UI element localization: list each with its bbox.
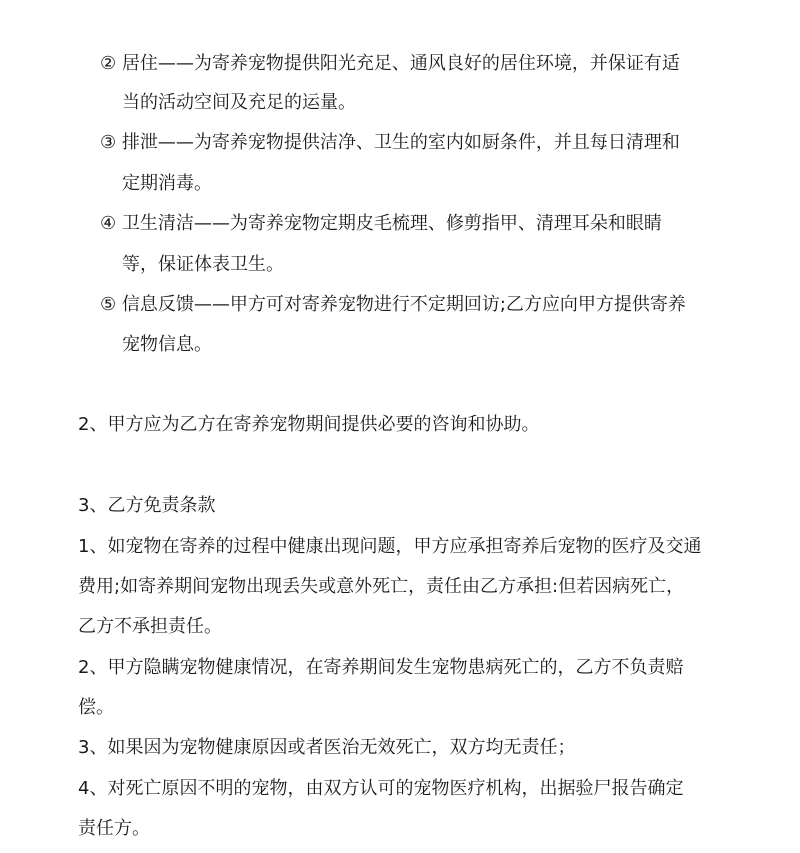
exemption-2-line1: 2、甲方隐瞒宠物健康情况，在寄养期间发生宠物患病死亡的，乙方不负责赔 — [78, 657, 684, 678]
sub-item-4-line2: 等，保证体表卫生。 — [122, 254, 284, 275]
sub-item-3-line1: ③ 排泄——为寄养宠物提供洁净、卫生的室内如厨条件，并且每日清理和 — [100, 132, 680, 153]
exemption-2-line2: 偿。 — [78, 697, 114, 718]
exemption-4-line2: 责任方。 — [78, 818, 150, 839]
exemption-1-line2: 费用;如寄养期间宠物出现丢失或意外死亡，责任由乙方承担:但若因病死亡， — [78, 576, 685, 597]
sub-item-3-line2: 定期消毒。 — [122, 173, 212, 194]
exemption-3-line1: 3、如果因为宠物健康原因或者医治无效死亡，双方均无责任； — [78, 737, 576, 758]
sub-item-5-line1: ⑤ 信息反馈——甲方可对寄养宠物进行不定期回访;乙方应向甲方提供寄养 — [100, 294, 686, 315]
exemption-1-line1: 1、如宠物在寄养的过程中健康出现问题，甲方应承担寄养后宠物的医疗及交通 — [78, 536, 702, 557]
clause-2: 2、甲方应为乙方在寄养宠物期间提供必要的咨询和协助。 — [78, 414, 540, 435]
clause-3-title: 3、乙方免责条款 — [78, 495, 216, 516]
exemption-4-line1: 4、对死亡原因不明的宠物，由双方认可的宠物医疗机构，出据验尸报告确定 — [78, 778, 684, 799]
sub-item-2-line2: 当的活动空间及充足的运量。 — [122, 92, 356, 113]
sub-item-5-line2: 宠物信息。 — [122, 334, 212, 355]
exemption-1-line3: 乙方不承担责任。 — [78, 616, 222, 637]
sub-item-4-line1: ④ 卫生清洁——为寄养宠物定期皮毛梳理、修剪指甲、清理耳朵和眼睛 — [100, 213, 662, 234]
sub-item-2-line1: ② 居住——为寄养宠物提供阳光充足、通风良好的居住环境，并保证有适 — [100, 53, 680, 74]
